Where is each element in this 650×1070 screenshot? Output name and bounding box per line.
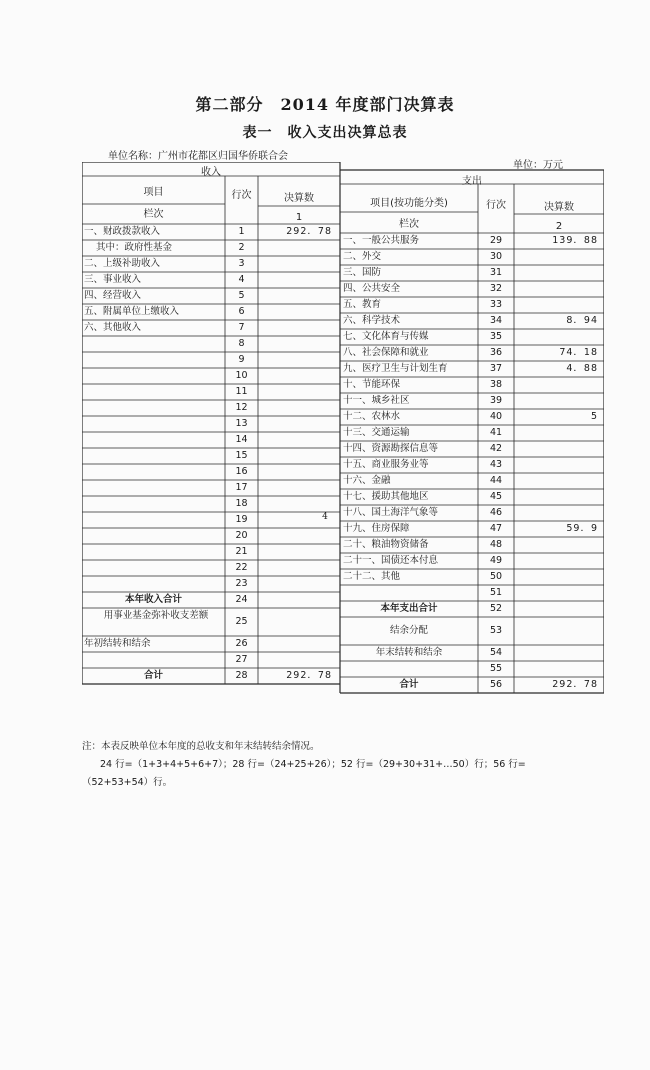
- income-row-label: 五、附属单位上缴收入: [84, 306, 180, 317]
- income-row-number: 14: [235, 434, 248, 445]
- income-row-number: 6: [238, 306, 245, 317]
- expenditure-row-label: 九、医疗卫生与计划生育: [343, 363, 448, 374]
- income-row-label: 四、经营收入: [84, 290, 142, 301]
- part-title: 第二部分 2014 年度部门决算表: [195, 95, 455, 114]
- row-formula-note-cont: （52+53+54）行。: [82, 777, 173, 788]
- income-row-label: 年初结转和结余: [84, 638, 151, 649]
- expenditure-row-label: 本年支出合计: [380, 603, 438, 614]
- expenditure-row-label: 十五、商业服务业等: [343, 459, 429, 470]
- income-item-header: 项目: [143, 187, 164, 198]
- expenditure-row-number: 45: [489, 491, 503, 502]
- expenditure-row-number: 54: [489, 647, 503, 658]
- income-row-number: 20: [235, 530, 248, 541]
- expenditure-col-number: 2: [555, 221, 563, 232]
- income-row-number: 21: [235, 546, 248, 557]
- expenditure-row-number: 43: [489, 459, 503, 470]
- expenditure-row-number: 38: [489, 379, 503, 390]
- income-row-number: 11: [235, 386, 248, 397]
- expenditure-row-label: 四、公共安全: [343, 283, 401, 294]
- income-row-number: 9: [238, 354, 245, 365]
- expenditure-row-number: 49: [489, 555, 503, 566]
- income-row-number: 23: [235, 578, 248, 589]
- income-row-label: 二、上级补助收入: [84, 258, 161, 269]
- expenditure-amount-header: 决算数: [544, 202, 574, 213]
- expenditure-col-label: 栏次: [399, 219, 419, 230]
- expenditure-row-value: 74．18: [559, 347, 598, 358]
- expenditure-row-number: 32: [489, 283, 503, 294]
- income-amount-header: 决算数: [284, 193, 314, 204]
- unit-name: 单位名称：广州市花都区归国华侨联合会: [108, 151, 288, 162]
- expenditure-row-number: 41: [489, 427, 503, 438]
- expenditure-row-value: 59．9: [566, 523, 598, 534]
- expenditure-row-number: 55: [489, 663, 503, 674]
- income-row-number: 3: [238, 258, 245, 269]
- income-row-no-header: 行次: [231, 190, 252, 201]
- expenditure-row-label: 十四、资源勘探信息等: [343, 443, 439, 454]
- expenditure-row-value: 139．88: [552, 235, 598, 246]
- income-row-number: 28: [235, 670, 248, 681]
- expenditure-row-label: 十七、援助其他地区: [343, 491, 429, 502]
- expenditure-row-label: 二十一、国债还本付息: [343, 555, 439, 566]
- income-row-label: 六、其他收入: [84, 322, 142, 333]
- expenditure-row-number: 51: [489, 587, 503, 598]
- expenditure-row-value: 8．94: [566, 315, 598, 326]
- expenditure-row-number: 31: [489, 267, 503, 278]
- expenditure-row-number: 47: [489, 523, 503, 534]
- expenditure-row-value: 5: [590, 411, 598, 422]
- expenditure-row-number: 39: [489, 395, 503, 406]
- expenditure-row-label: 结余分配: [389, 625, 428, 636]
- income-row-label: 用事业基金弥补收支差额: [103, 610, 209, 621]
- table-note: 注：本表反映单位本年度的总收支和年末结转结余情况。: [82, 741, 320, 752]
- expenditure-row-label: 十二、农林水: [343, 411, 401, 422]
- income-row-number: 4: [238, 274, 245, 285]
- income-row-number: 26: [235, 638, 248, 649]
- page-number: 4: [322, 512, 328, 522]
- expenditure-row-number: 48: [489, 539, 503, 550]
- expenditure-row-value: 4．88: [566, 363, 598, 374]
- expenditure-header: 支出: [462, 176, 482, 187]
- expenditure-row-number: 29: [489, 235, 503, 246]
- income-row-number: 13: [235, 418, 248, 429]
- income-row-number: 12: [235, 402, 248, 413]
- income-row-label: 一、财政拨款收入: [84, 226, 161, 237]
- income-expenditure-table: [82, 162, 604, 718]
- unit-label: 单位：万元: [513, 160, 563, 171]
- income-row-number: 27: [235, 654, 248, 665]
- expenditure-row-number: 35: [489, 331, 503, 342]
- expenditure-row-number: 40: [489, 411, 503, 422]
- income-col-label: 栏次: [143, 209, 164, 220]
- income-header: 收入: [201, 167, 221, 178]
- income-row-number: 17: [235, 482, 248, 493]
- expenditure-item-header: 项目(按功能分类): [370, 198, 448, 209]
- expenditure-row-label: 十六、金融: [343, 475, 391, 486]
- income-row-number: 25: [235, 616, 248, 627]
- expenditure-row-number: 52: [489, 603, 503, 614]
- expenditure-row-label: 六、科学技术: [343, 315, 401, 326]
- income-row-number: 18: [235, 498, 248, 509]
- expenditure-row-label: 十一、城乡社区: [343, 395, 410, 406]
- expenditure-row-label: 合计: [399, 679, 419, 690]
- income-row-label: 合计: [143, 670, 163, 681]
- expenditure-row-label: 一、一般公共服务: [343, 235, 420, 246]
- income-row-number: 10: [235, 370, 248, 381]
- expenditure-row-value: 292．78: [552, 679, 598, 690]
- income-row-number: 24: [235, 594, 248, 605]
- expenditure-row-number: 37: [489, 363, 503, 374]
- expenditure-row-number: 46: [489, 507, 503, 518]
- expenditure-row-number: 30: [489, 251, 503, 262]
- income-row-number: 22: [235, 562, 248, 573]
- income-col-number: 1: [295, 212, 303, 223]
- income-row-value: 292．78: [286, 226, 332, 237]
- expenditure-row-label: 二十、粮油物资储备: [343, 539, 429, 550]
- income-row-number: 15: [235, 450, 248, 461]
- expenditure-row-number: 56: [489, 679, 503, 690]
- expenditure-row-number: 44: [489, 475, 503, 486]
- expenditure-row-no-header: 行次: [486, 200, 506, 211]
- expenditure-row-label: 年末结转和结余: [375, 647, 443, 658]
- income-row-number: 8: [238, 338, 245, 349]
- expenditure-row-label: 十、节能环保: [343, 379, 401, 390]
- expenditure-row-label: 十三、交通运输: [343, 427, 410, 438]
- expenditure-row-label: 二十二、其他: [343, 571, 401, 582]
- expenditure-row-number: 34: [489, 315, 503, 326]
- income-row-number: 2: [238, 242, 245, 253]
- income-row-number: 19: [235, 514, 248, 525]
- expenditure-row-number: 42: [489, 443, 503, 454]
- income-row-number: 1: [238, 226, 245, 237]
- income-row-label: 其中：政府性基金: [96, 242, 173, 253]
- expenditure-row-label: 八、社会保障和就业: [343, 347, 429, 358]
- expenditure-row-label: 七、文化体育与传媒: [343, 331, 429, 342]
- income-row-number: 16: [235, 466, 248, 477]
- expenditure-row-label: 十九、住房保障: [343, 523, 410, 534]
- expenditure-row-label: 十八、国土海洋气象等: [343, 507, 439, 518]
- expenditure-row-label: 五、教育: [343, 299, 382, 310]
- income-row-number: 7: [238, 322, 245, 333]
- expenditure-row-number: 36: [489, 347, 503, 358]
- income-row-number: 5: [238, 290, 245, 301]
- expenditure-row-label: 二、外交: [343, 251, 382, 262]
- expenditure-row-number: 50: [489, 571, 503, 582]
- income-row-value: 292．78: [286, 670, 332, 681]
- income-row-label: 本年收入合计: [124, 594, 182, 605]
- expenditure-row-label: 三、国防: [343, 267, 382, 278]
- expenditure-row-number: 53: [489, 625, 503, 636]
- row-formula-note: 24 行=（1+3+4+5+6+7）；28 行=（24+25+26）；52 行=（29+30+31+…50）行；56 行=: [100, 759, 526, 770]
- income-row-label: 三、事业收入: [84, 274, 142, 285]
- table-title: 表一 收入支出决算总表: [242, 125, 408, 141]
- expenditure-row-number: 33: [489, 299, 503, 310]
